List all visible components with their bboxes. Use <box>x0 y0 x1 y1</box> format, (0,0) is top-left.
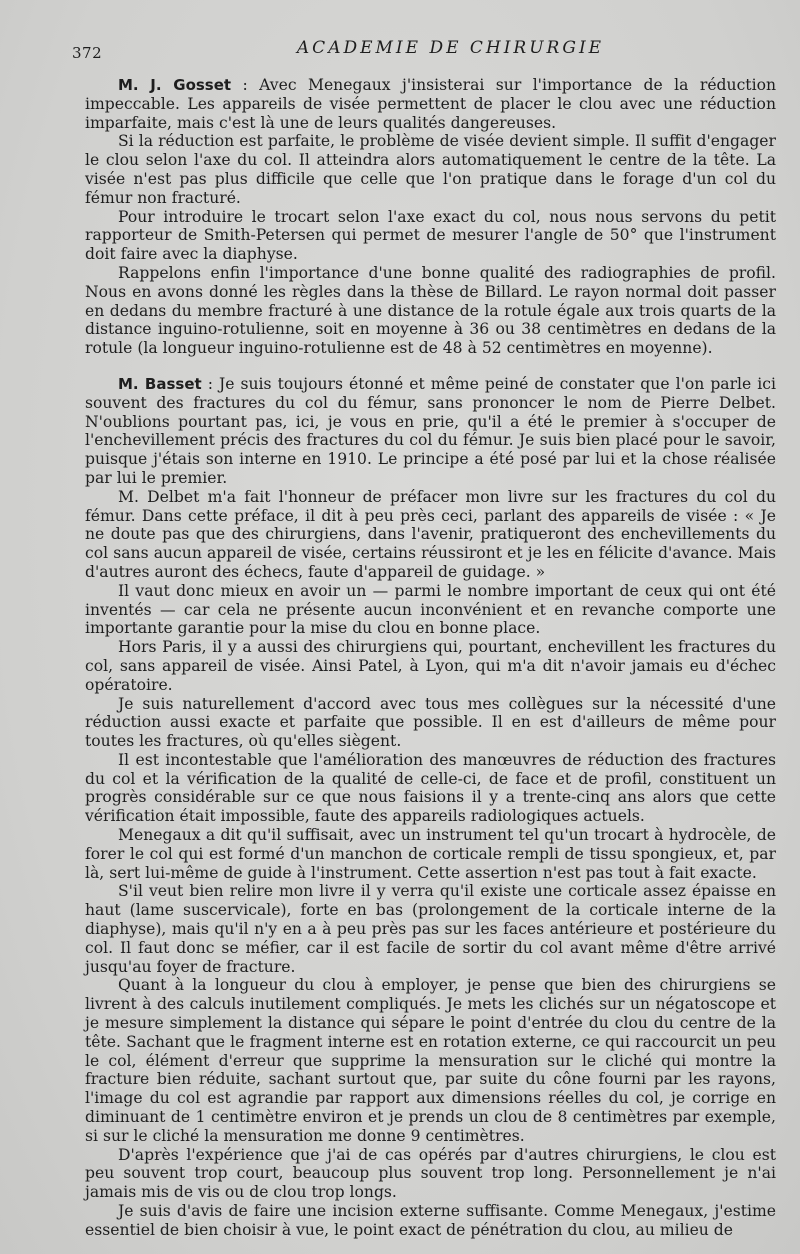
paragraph: D'après l'expérience que j'ai de cas opérés par d'autres chirurgiens, le clou est peu souvent trop court, beaucoup plus souvent trop long. Personnellement je n'ai jamais mis de vis ou de clou trop longs. <box>85 1145 776 1202</box>
speaker-name: M. Basset <box>118 374 202 393</box>
running-head: ACADEMIE DE CHIRURGIE <box>296 38 605 58</box>
paragraph-text: : Je suis toujours étonné et même peiné de constater que l'on parle ici souvent des fractures du col du fémur, sans prononcer le nom de Pierre Delbet. N'oublions pourtant pas, ici, je vous en prie, qu'il a été le premier à s'occuper de l'enchevillement précis des fractures du col du fémur. Je suis bien placé pour le savoir, puisque j'étais son interne en 1910. Le principe a été posé par lui et la chose réalisée par lui le premier. <box>85 374 777 487</box>
paragraph: Quant à la longueur du clou à employer, je pense que bien des chirurgiens se livrent à des calculs inutilement compliqués. Je mets les clichés sur un négatoscope et je mesure simplement la distance qui sépare le point d'entrée du clou du centre de la tête. Sachant que le fragment interne est en rotation externe, ce qui raccourcit un peu le col, élément d'erreur que supprime la mensuration sur le cliché qui montre la fracture bien réduite, sachant surtout que, par suite du cône fourni par les rayons, l'image du col est agrandie par rapport aux dimensions réelles du col, je corrige en diminuant de 1 centimètre environ et je prends un clou de 8 centimètres par exemple, si sur le cliché la mensuration me donne 9 centimètres. <box>85 976 776 1145</box>
paragraph: Il est incontestable que l'amélioration des manœuvres de réduction des fractures du col et la vérification de la qualité de celle-ci, de face et de profil, constituent un progrès considérable sur ce que nous faisions il y a trente-cinq ans alors que cette vérification était impossible, faute des appareils radiologiques actuels. <box>85 750 776 826</box>
paragraph <box>85 375 776 488</box>
paragraph: Hors Paris, il y a aussi des chirurgiens qui, pourtant, enchevillent les fractures du col, sans appareil de visée. Ainsi Patel, à Lyon, qui m'a dit n'avoir jamais eu d'échec opératoire. <box>85 638 776 694</box>
paragraph <box>85 76 776 132</box>
paragraph: S'il veut bien relire mon livre il y verra qu'il existe une corticale assez épaisse en haut (lame suscervicale), forte en bas (prolongement de la corticale interne de la diaphyse), mais qu'il n'y en a à peu près pas sur les faces antérieure et postérieure du col. Il faut donc se méfier, car il est facile de sortir du col avant même d'être arrivé jusqu'au foyer de fracture. <box>85 882 776 976</box>
page-number: 372 <box>72 44 103 62</box>
article-body <box>85 76 776 1240</box>
paragraph: Il vaut donc mieux en avoir un — parmi le nombre important de ceux qui ont été inventés — car cela ne présente aucun inconvénient et en revanche comporte une importante garantie pour la mise du clou en bonne place. <box>85 581 776 638</box>
block-separator <box>85 358 776 375</box>
paragraph-text: : Avec Menegaux j'insisterai sur l'importance de la réduction impeccable. Les appareils de visée permettent de placer le clou avec une réduction imparfaite, mais c'est là une de leurs qualités dangereuses. <box>85 76 776 132</box>
paragraph: Menegaux a dit qu'il suffisait, avec un instrument tel qu'un trocart à hydrocèle, de forer le col qui est formé d'un manchon de corticale rempli de tissu spongieux, et, par là, sert lui-même de guide à l'instrument. Cette assertion n'est pas tout à fait exacte. <box>85 826 776 882</box>
paragraph: Je suis d'avis de faire une incision externe suffisante. Comme Menegaux, j'estime essentiel de bien choisir à vue, le point exact de pénétration du clou, au milieu de <box>85 1202 776 1239</box>
paragraph: Si la réduction est parfaite, le problème de visée devient simple. Il suffit d'engager le clou selon l'axe du col. Il atteindra alors automatiquement le centre de la tête. La visée n'est pas plus difficile que celle que l'on pratique dans le forage d'un col du fémur non fracturé. <box>85 132 776 207</box>
paragraph: Rappelons enfin l'importance d'une bonne qualité des radiographies de profil. Nous en avons donné les règles dans la thèse de Billard. Le rayon normal doit passer en dedans du membre fracturé à une distance de la rotule égale aux trois quarts de la distance inguino-rotulienne, soit en moyenne à 36 ou 38 centimètres en dedans de la rotule (la longueur inguino-rotulienne est de 48 à 52 centimètres en moyenne). <box>85 263 776 358</box>
paragraph: Je suis naturellement d'accord avec tous mes collègues sur la nécessité d'une réduction aussi exacte et parfaite que possible. Il en est d'ailleurs de même pour toutes les fractures, où qu'elles siègent. <box>85 694 776 751</box>
paragraph: Pour introduire le trocart selon l'axe exact du col, nous nous servons du petit rapporteur de Smith-Petersen qui permet de mesurer l'angle de 50° que l'instrument doit faire avec la diaphyse. <box>85 207 776 264</box>
paragraph: M. Delbet m'a fait l'honneur de préfacer mon livre sur les fractures du col du fémur. Dans cette préface, il dit à peu près ceci, parlant des appareils de visée : « Je ne doute pas que des chirurgiens, dans l'avenir, pratiqueront des enchevillements du col sans aucun appareil de visée, certains réussiront et je les en félicite d'avance. Mais d'autres auront des échecs, faute d'appareil de guidage. » <box>85 487 776 581</box>
speaker-name: M. J. Gosset <box>118 76 232 94</box>
page-header <box>72 38 776 68</box>
